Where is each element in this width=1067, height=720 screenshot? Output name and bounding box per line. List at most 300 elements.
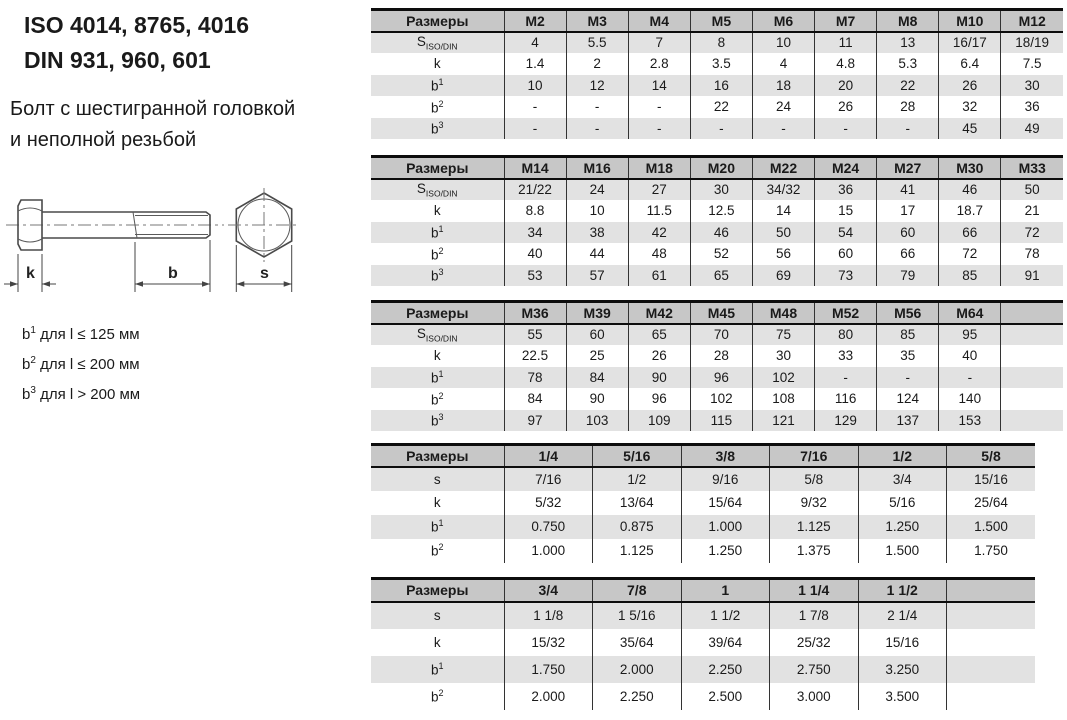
value-cell: 1.250 [858,515,947,539]
size-column-header: M2 [504,10,566,32]
value-cell: 72 [939,243,1001,265]
value-cell: 116 [815,388,877,410]
sizes-corner-header: Размеры [371,302,504,324]
value-cell: 30 [752,345,814,367]
value-cell: 33 [815,345,877,367]
size-column-header: 1 1/2 [858,579,947,602]
size-column-header: 1 1/4 [770,579,859,602]
table-row [371,467,1035,491]
value-cell: 25/32 [770,629,859,656]
row-label: $b^3$ [371,118,504,140]
bolt-technical-drawing [2,180,336,320]
table-row [371,656,1035,683]
b-dimension [135,240,210,292]
value-cell: 13/64 [593,491,682,515]
value-cell: 1.125 [770,515,859,539]
value-cell [1001,367,1063,389]
value-cell: 55 [504,324,566,346]
size-column-header: M27 [877,157,939,179]
value-cell: 129 [815,410,877,432]
sizes-corner-header: Размеры [371,579,504,602]
value-cell: 30 [1001,75,1063,97]
dimension-table-inch-small [371,443,1035,563]
value-cell: 50 [1001,179,1063,201]
value-cell: 10 [566,200,628,222]
value-cell: 90 [628,367,690,389]
value-cell: 103 [566,410,628,432]
value-cell: 15 [815,200,877,222]
size-column-header: M16 [566,157,628,179]
table-header-row [371,10,1063,32]
size-column-header: M20 [690,157,752,179]
value-cell: 97 [504,410,566,432]
value-cell: 4.8 [815,53,877,75]
value-cell: 2.000 [593,656,682,683]
value-cell: 1.125 [593,539,682,563]
value-cell: 53 [504,265,566,287]
table-header-row [371,445,1035,467]
value-cell: 5/32 [504,491,593,515]
value-cell: - [690,118,752,140]
table-row [371,539,1035,563]
table-header-row [371,157,1063,179]
row-label: $S_{ISO/DIN}$ [371,324,504,346]
dimension-table-metric-m14-m33 [371,155,1063,286]
size-column-header: M8 [877,10,939,32]
size-column-header: M12 [1001,10,1063,32]
row-label: $b^1$ [371,367,504,389]
value-cell: - [752,118,814,140]
value-cell: 140 [939,388,1001,410]
value-cell: 15/64 [681,491,770,515]
value-cell: 3.250 [858,656,947,683]
row-label: $b^3$ [371,265,504,287]
value-cell: 61 [628,265,690,287]
row-label: s [371,602,504,629]
value-cell: 45 [939,118,1001,140]
value-cell: 9/32 [770,491,859,515]
value-cell: 109 [628,410,690,432]
table-row [371,629,1035,656]
row-label: k [433,634,441,650]
value-cell [1001,345,1063,367]
value-cell: 2 1/4 [858,602,947,629]
value-cell: 41 [877,179,939,201]
row-label: $b^2$ [430,245,444,262]
value-cell: 15/32 [504,629,593,656]
value-cell: 21/22 [504,179,566,201]
value-cell: 28 [690,345,752,367]
row-label: $b^1$ [371,222,504,244]
product-description [10,94,295,156]
value-cell [1001,410,1063,432]
table-row [371,222,1063,244]
value-cell: 1.500 [858,539,947,563]
value-cell: 32 [939,96,1001,118]
table-row [371,491,1035,515]
value-cell: 3/4 [858,467,947,491]
value-cell: 60 [815,243,877,265]
table-row [371,410,1063,432]
value-cell: 28 [877,96,939,118]
value-cell: - [815,367,877,389]
din-standards-line: DIN 931, 960, 601 [24,47,211,73]
size-column-header: M18 [628,157,690,179]
value-cell: 121 [752,410,814,432]
size-column-header: M24 [815,157,877,179]
value-cell: 78 [504,367,566,389]
row-label: $b^2$ [430,98,444,115]
row-label: $b^1$ [371,515,504,539]
value-cell: 16/17 [939,32,1001,54]
footnote: $b^2$ для l ≤ 200 мм [22,355,140,373]
value-cell: 102 [752,367,814,389]
value-cell: 95 [939,324,1001,346]
size-column-header: 7/16 [770,445,859,467]
value-cell: 46 [690,222,752,244]
value-cell: 70 [690,324,752,346]
sizes-corner-header: Размеры [371,10,504,32]
value-cell: - [939,367,1001,389]
dimension-table-metric-m2-m12 [371,8,1063,139]
value-cell: 84 [566,367,628,389]
value-cell: 5.5 [566,32,628,54]
value-cell: 115 [690,410,752,432]
value-cell: 91 [1001,265,1063,287]
value-cell: 36 [1001,96,1063,118]
value-cell: 44 [566,243,628,265]
value-cell: 2.000 [504,683,593,710]
dimension-table-metric-m36-m64 [371,300,1063,431]
value-cell: 60 [566,324,628,346]
value-cell: 15/16 [858,629,947,656]
value-cell: 26 [815,96,877,118]
value-cell: 137 [877,410,939,432]
value-cell: 26 [628,345,690,367]
value-cell: - [877,367,939,389]
table-row [371,75,1063,97]
value-cell: 21 [1001,200,1063,222]
value-cell: 46 [939,179,1001,201]
value-cell: 2.250 [593,683,682,710]
value-cell: 5/8 [770,467,859,491]
row-label: $S_{ISO/DIN}$ [371,32,504,54]
value-cell: 96 [628,388,690,410]
size-column-header: 5/8 [947,445,1036,467]
value-cell: 20 [815,75,877,97]
table-row [371,118,1063,140]
value-cell: 25/64 [947,491,1036,515]
value-cell: 1/2 [593,467,682,491]
value-cell: 35/64 [593,629,682,656]
value-cell: - [504,96,566,118]
size-column-header: M52 [815,302,877,324]
value-cell: 12 [566,75,628,97]
table-row [371,243,1063,265]
value-cell: 1.000 [681,515,770,539]
value-cell: 26 [939,75,1001,97]
dimension-table-inch-large [371,577,1035,710]
value-cell: 5.3 [877,53,939,75]
value-cell: 30 [690,179,752,201]
table-row [371,96,1063,118]
value-cell: 4 [752,53,814,75]
value-cell: 13 [877,32,939,54]
sizes-corner-header: Размеры [371,157,504,179]
value-cell: 10 [752,32,814,54]
value-cell: 24 [752,96,814,118]
value-cell: - [628,118,690,140]
size-column-header: 1 [681,579,770,602]
value-cell: 39/64 [681,629,770,656]
size-column-header: M33 [1001,157,1063,179]
table-row [371,179,1063,201]
value-cell: 14 [752,200,814,222]
value-cell: 18.7 [939,200,1001,222]
value-cell: 8.8 [504,200,566,222]
value-cell: 75 [752,324,814,346]
size-column-header [947,579,1036,602]
table-row [371,200,1063,222]
value-cell: 0.875 [593,515,682,539]
size-column-header: M10 [939,10,1001,32]
row-label: k [433,56,441,72]
table-row [371,265,1063,287]
value-cell: 3.5 [690,53,752,75]
table-row [371,388,1063,410]
table-header-row [371,302,1063,324]
value-cell: 18 [752,75,814,97]
value-cell: 3.000 [770,683,859,710]
value-cell [947,683,1036,710]
value-cell: 1 7/8 [770,602,859,629]
value-cell: 15/16 [947,467,1036,491]
value-cell: 78 [1001,243,1063,265]
value-cell: 1.750 [947,539,1036,563]
value-cell: 49 [1001,118,1063,140]
value-cell: 1 1/2 [681,602,770,629]
thread-length-footnotes [22,318,140,408]
row-label: $b^2$ [430,542,444,559]
value-cell: 40 [504,243,566,265]
size-column-header: M6 [752,10,814,32]
value-cell: 56 [752,243,814,265]
value-cell: 65 [628,324,690,346]
value-cell: 2.250 [681,656,770,683]
value-cell: 2 [566,53,628,75]
size-column-header [1001,302,1063,324]
table-row [371,367,1063,389]
value-cell: 9/16 [681,467,770,491]
size-column-header: M56 [877,302,939,324]
row-label: $b^3$ [371,410,504,432]
value-cell: 22.5 [504,345,566,367]
value-cell: 66 [939,222,1001,244]
value-cell: 22 [877,75,939,97]
row-label: $S_{ISO/DIN}$ [371,179,504,201]
row-label: k [433,495,441,510]
value-cell: 1.500 [947,515,1036,539]
size-column-header: 3/4 [504,579,593,602]
size-column-header: M3 [566,10,628,32]
s-dimension [236,245,291,292]
k-dimension-label: k [26,265,35,282]
value-cell: 25 [566,345,628,367]
sizes-corner-header: Размеры [371,445,504,467]
size-column-header: M22 [752,157,814,179]
value-cell: 1.750 [504,656,593,683]
value-cell: 7.5 [1001,53,1063,75]
value-cell [947,656,1036,683]
value-cell: 96 [690,367,752,389]
value-cell: 22 [690,96,752,118]
value-cell: 24 [566,179,628,201]
row-label: s [371,467,504,491]
value-cell: 50 [752,222,814,244]
row-label: k [433,348,441,364]
value-cell: 153 [939,410,1001,432]
value-cell: 7/16 [504,467,593,491]
row-label: $b^1$ [371,656,504,683]
value-cell [1001,388,1063,410]
value-cell: 54 [815,222,877,244]
size-column-header: 5/16 [593,445,682,467]
value-cell: 4 [504,32,566,54]
value-cell: 7 [628,32,690,54]
value-cell [1001,324,1063,346]
bolt-head-end-view [228,188,300,262]
description-line-1: Болт с шестигранной головкой [10,98,296,120]
value-cell: 42 [628,222,690,244]
row-label: $b^2$ [430,687,444,705]
size-column-header: M30 [939,157,1001,179]
value-cell: 124 [877,388,939,410]
value-cell: - [815,118,877,140]
value-cell: 102 [690,388,752,410]
value-cell: 90 [566,388,628,410]
size-column-header: M5 [690,10,752,32]
value-cell: 73 [815,265,877,287]
row-label: k [433,203,441,219]
size-column-header: M39 [566,302,628,324]
table-header-row [371,579,1035,602]
b-dimension-label: b [168,265,178,282]
value-cell: 2.750 [770,656,859,683]
footnote: $b^1$ для l ≤ 125 мм [22,325,140,343]
value-cell: 8 [690,32,752,54]
size-column-header: M14 [504,157,566,179]
value-cell: 5/16 [858,491,947,515]
value-cell: 84 [504,388,566,410]
value-cell: 108 [752,388,814,410]
value-cell: 72 [1001,222,1063,244]
size-column-header: M42 [628,302,690,324]
size-column-header: M45 [690,302,752,324]
value-cell: 79 [877,265,939,287]
value-cell: 17 [877,200,939,222]
size-column-header: 3/8 [681,445,770,467]
value-cell: 36 [815,179,877,201]
value-cell: 80 [815,324,877,346]
size-column-header: M36 [504,302,566,324]
value-cell: 11.5 [628,200,690,222]
value-cell: 1.375 [770,539,859,563]
value-cell: 6.4 [939,53,1001,75]
value-cell: 35 [877,345,939,367]
value-cell: 85 [877,324,939,346]
value-cell: 11 [815,32,877,54]
value-cell: 0.750 [504,515,593,539]
value-cell: 3.500 [858,683,947,710]
value-cell: 85 [939,265,1001,287]
value-cell: 18/19 [1001,32,1063,54]
iso-standards-line: ISO 4014, 8765, 4016 [24,12,250,38]
table-row [371,345,1063,367]
value-cell: 38 [566,222,628,244]
description-line-2: и неполной резьбой [10,129,197,151]
size-column-header: 1/4 [504,445,593,467]
value-cell: - [504,118,566,140]
row-label: $b^2$ [430,390,444,407]
value-cell: 66 [877,243,939,265]
value-cell: 1.000 [504,539,593,563]
value-cell: 57 [566,265,628,287]
value-cell: 27 [628,179,690,201]
table-row [371,324,1063,346]
value-cell: 52 [690,243,752,265]
value-cell: 34/32 [752,179,814,201]
value-cell: - [566,96,628,118]
value-cell [947,629,1036,656]
value-cell: 48 [628,243,690,265]
table-row [371,683,1035,710]
table-row [371,515,1035,539]
value-cell: 1 5/16 [593,602,682,629]
value-cell: 10 [504,75,566,97]
value-cell: 34 [504,222,566,244]
value-cell: 1 1/8 [504,602,593,629]
value-cell: 60 [877,222,939,244]
s-dimension-label: s [260,265,269,282]
size-column-header: M4 [628,10,690,32]
value-cell: 12.5 [690,200,752,222]
size-column-header: M48 [752,302,814,324]
size-column-header: 7/8 [593,579,682,602]
footnote: $b^3$ для l > 200 мм [22,385,141,403]
value-cell: 16 [690,75,752,97]
value-cell: - [566,118,628,140]
k-dimension [4,254,56,292]
value-cell: 14 [628,75,690,97]
value-cell: 2.500 [681,683,770,710]
value-cell: 2.8 [628,53,690,75]
row-label: $b^1$ [371,75,504,97]
table-row [371,32,1063,54]
value-cell: 69 [752,265,814,287]
value-cell: - [877,118,939,140]
value-cell: 1.4 [504,53,566,75]
value-cell: - [628,96,690,118]
value-cell: 1.250 [681,539,770,563]
standards-title [24,8,249,78]
size-column-header: M64 [939,302,1001,324]
value-cell [947,602,1036,629]
table-row [371,602,1035,629]
size-column-header: 1/2 [858,445,947,467]
value-cell: 65 [690,265,752,287]
table-row [371,53,1063,75]
value-cell: 40 [939,345,1001,367]
